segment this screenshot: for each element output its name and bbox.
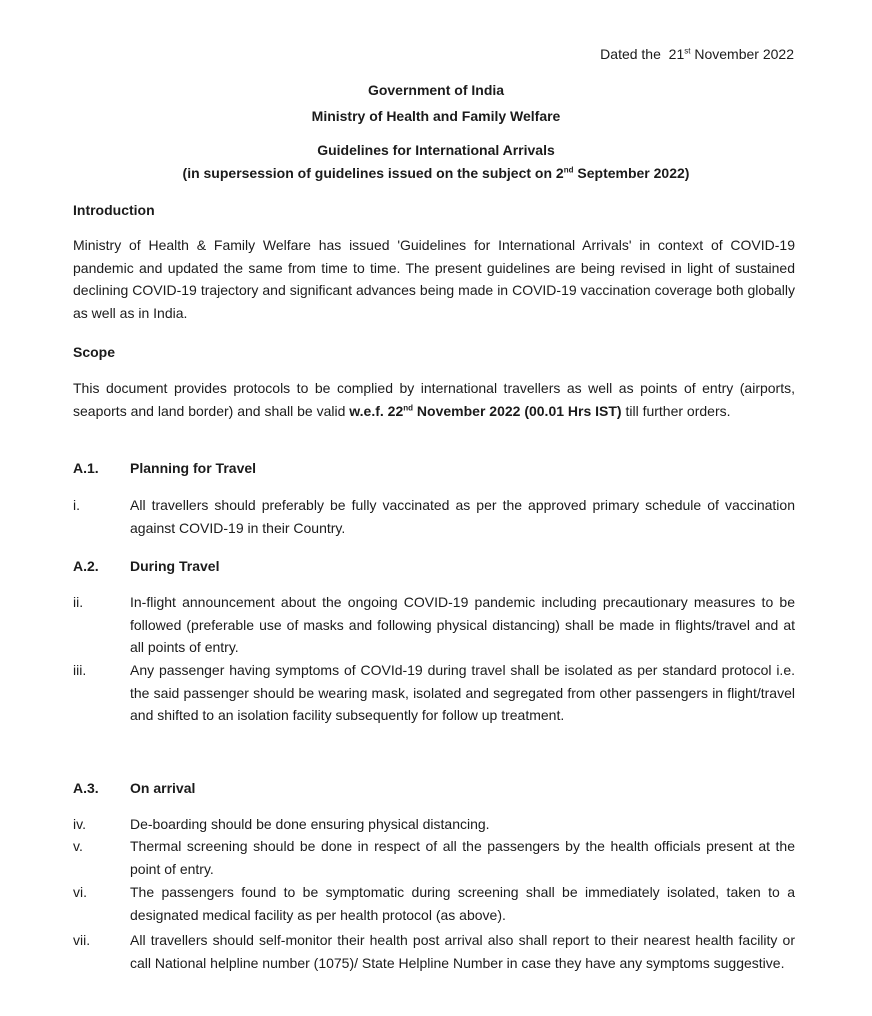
item-numeral: vi. xyxy=(73,884,87,900)
scope-bold-pre: w.e.f. 22 xyxy=(349,402,404,419)
subtitle-post: September 2022) xyxy=(573,165,690,181)
scope-bold-sup: nd xyxy=(403,402,414,412)
item-numeral: ii. xyxy=(73,594,84,610)
subtitle-sup: nd xyxy=(563,165,574,175)
scope-validity xyxy=(349,403,621,419)
item-text: Thermal screening should be done in respect of all the passengers by the health officials present at the point of entry. xyxy=(130,838,795,877)
item-text: All travellers should self-monitor their health post arrival also shall report to their nearest health facility or call National helpline number (1075)/ State Helpline Number in case they have any symptoms suggestive. xyxy=(130,932,795,971)
scope-text-pre: This document provides protocols to be complied by international travellers as well as points of entry (airports, seaports and land border) and shall be valid xyxy=(73,380,795,419)
list-item xyxy=(73,881,795,926)
date-month-year: November 2022 xyxy=(694,46,794,62)
list-item xyxy=(73,659,795,727)
scope-text xyxy=(73,377,795,422)
scope-heading: Scope xyxy=(73,344,116,360)
item-text: The passengers found to be symptomatic during screening shall be immediately isolated, taken to a designated medical facility as per health protocol (as above). xyxy=(130,884,795,923)
scope-bold-post: November 2022 (00.01 Hrs IST) xyxy=(413,402,622,419)
introduction-text: Ministry of Health & Family Welfare has issued 'Guidelines for International Arrivals' in context of COVID-19 pandemic and updated the same from time to time. The present guidelines are being revised in light of sustained declining COVID-19 trajectory and significant advances being made in COVID-19 vaccination coverage both globally as well as in India. xyxy=(73,237,795,321)
list-item xyxy=(73,813,795,836)
date-prefix: Dated the xyxy=(600,46,661,62)
list-item xyxy=(73,591,795,659)
section-title: On arrival xyxy=(130,780,196,796)
ministry-heading: Ministry of Health and Family Welfare xyxy=(311,108,561,124)
section-number: A.1. xyxy=(73,460,99,476)
section-title: Planning for Travel xyxy=(130,460,257,476)
list-item xyxy=(73,929,795,974)
section-number: A.3. xyxy=(73,780,99,796)
document-title: Guidelines for International Arrivals xyxy=(317,142,555,158)
item-text: All travellers should preferably be fully vaccinated as per the approved primary schedule of vaccination against COVID-19 in their Country. xyxy=(130,497,795,536)
item-numeral: iv. xyxy=(73,816,86,832)
item-numeral: iii. xyxy=(73,662,87,678)
section-title: During Travel xyxy=(130,558,220,574)
date-day: 21 xyxy=(668,46,685,62)
item-numeral: v. xyxy=(73,838,83,854)
section-number: A.2. xyxy=(73,558,99,574)
subtitle-pre: (in supersession of guidelines issued on the subject on 2 xyxy=(182,165,564,181)
list-item xyxy=(73,835,795,880)
item-text: In-flight announcement about the ongoing COVID-19 pandemic including precautionary measures to be followed (preferable use of masks and following physical distancing) shall be made in flights/travel and at all points of entry. xyxy=(130,594,795,655)
government-heading: Government of India xyxy=(367,82,505,98)
scope-text-post: till further orders. xyxy=(621,402,731,419)
introduction-heading: Introduction xyxy=(73,202,155,218)
list-item xyxy=(73,494,795,539)
item-text: De-boarding should be done ensuring physical distancing. xyxy=(130,816,490,832)
item-text: Any passenger having symptoms of COVId-19 during travel shall be isolated as per standard protocol i.e. the said passenger should be wearing mask, isolated and segregated from other passengers in flight/travel and shifted to an isolation facility subsequently for follow up treatment. xyxy=(130,662,795,723)
document-date xyxy=(600,46,794,62)
item-numeral: i. xyxy=(73,497,80,513)
document-subtitle xyxy=(0,165,872,181)
item-numeral: vii. xyxy=(73,932,91,948)
date-suffix: st xyxy=(684,46,691,56)
